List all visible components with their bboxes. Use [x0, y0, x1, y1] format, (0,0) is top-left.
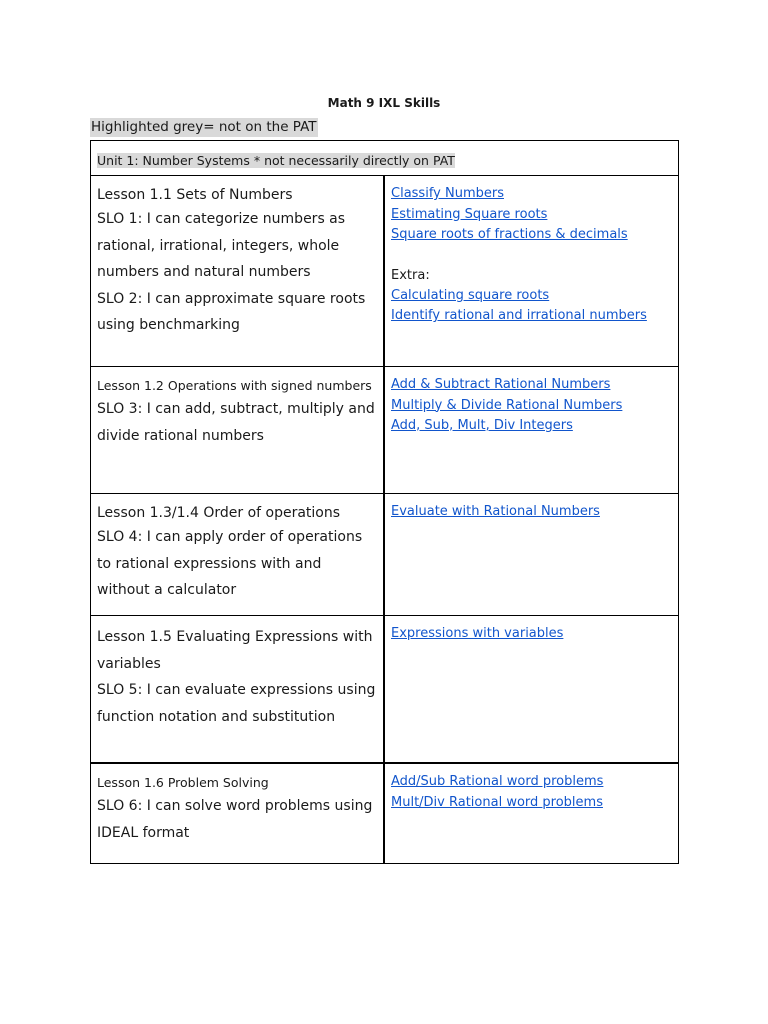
lesson-title: Lesson 1.5 Evaluating Expressions with variables — [97, 629, 373, 672]
skill-link[interactable]: Expressions with variables — [391, 626, 564, 641]
unit-header — [91, 141, 678, 176]
lesson-cell — [91, 176, 385, 366]
lesson-row — [91, 764, 678, 863]
lesson-title: Lesson 1.2 Operations with signed numbers — [97, 378, 372, 393]
skill-link[interactable]: Mult/Div Rational word problems — [391, 794, 603, 810]
skill-link[interactable]: Evaluate with Rational Numbers — [391, 504, 600, 519]
skills-cell — [385, 494, 678, 615]
skill-link[interactable]: Estimating Square roots — [391, 206, 548, 222]
slo-text: SLO 2: I can approximate square roots using benchmarking — [97, 290, 366, 333]
lesson-cell — [91, 764, 385, 863]
lesson-row — [91, 616, 678, 764]
lesson-row — [91, 494, 678, 616]
lesson-cell — [91, 616, 385, 762]
skills-table — [90, 140, 679, 864]
extra-label: Extra: — [391, 267, 430, 283]
skills-cell — [385, 176, 678, 366]
skill-link[interactable]: Add/Sub Rational word problems — [391, 774, 604, 789]
skill-link[interactable]: Square roots of fractions & decimals — [391, 227, 628, 242]
lesson-cell — [91, 367, 385, 493]
lesson-cell — [91, 494, 385, 615]
skill-link[interactable]: Calculating square roots — [391, 287, 550, 303]
skills-cell — [385, 764, 678, 863]
slo-text: SLO 6: I can solve word problems using IDEAL format — [97, 798, 373, 841]
skill-link[interactable]: Add, Sub, Mult, Div Integers — [391, 418, 573, 433]
slo-text: SLO 4: I can apply order of operations to rational expressions with and without a calculator — [97, 529, 363, 598]
lesson-row — [91, 367, 678, 494]
skill-link[interactable]: Identify rational and irrational numbers — [391, 308, 647, 323]
legend-note: Highlighted grey= not on the PAT — [91, 119, 317, 135]
slo-text: SLO 3: I can add, subtract, multiply and divide rational numbers — [97, 401, 375, 444]
lesson-title: Lesson 1.1 Sets of Numbers — [97, 187, 293, 203]
unit-header-text: Unit 1: Number Systems * not necessarily directly on PAT — [97, 153, 455, 168]
skill-link[interactable]: Multiply & Divide Rational Numbers — [391, 397, 623, 413]
skills-cell — [385, 616, 678, 762]
page-title: Math 9 IXL Skills — [327, 96, 441, 110]
lesson-row — [91, 176, 678, 367]
lesson-title: Lesson 1.6 Problem Solving — [97, 775, 269, 790]
slo-text: SLO 5: I can evaluate expressions using function notation and substitution — [97, 682, 376, 725]
lesson-title: Lesson 1.3/1.4 Order of operations — [97, 505, 341, 521]
skill-link[interactable]: Add & Subtract Rational Numbers — [391, 377, 611, 392]
skills-cell — [385, 367, 678, 493]
slo-text: SLO 1: I can categorize numbers as rational, irrational, integers, whole numbers and natural numbers — [97, 211, 346, 280]
skill-link[interactable]: Classify Numbers — [391, 186, 504, 201]
